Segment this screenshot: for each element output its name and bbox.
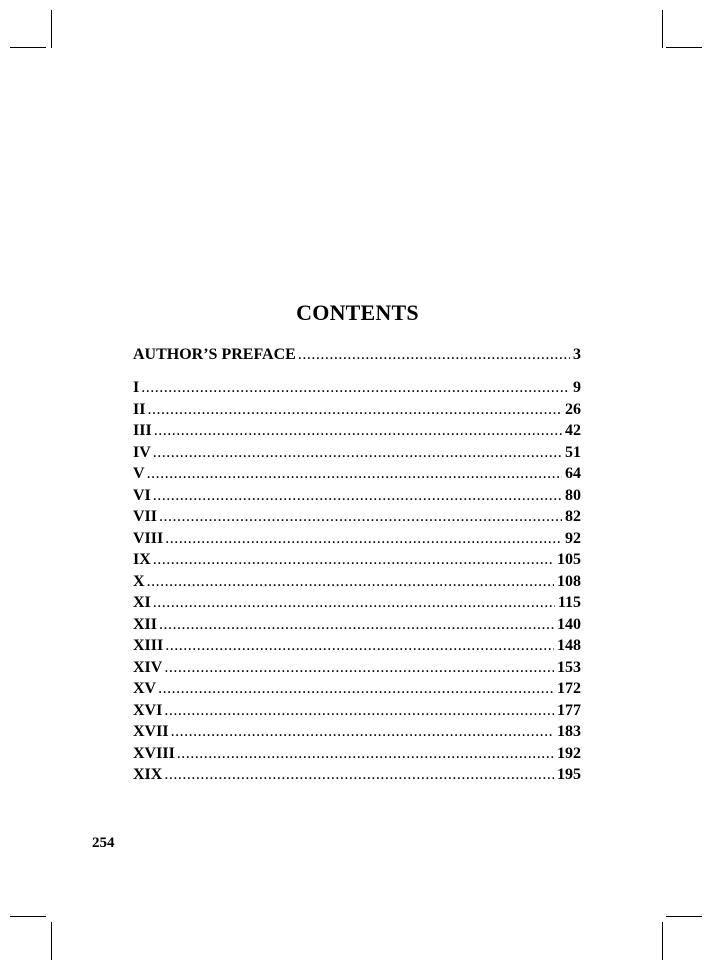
toc-entry-label: II [133, 400, 146, 418]
toc-entry-label: V [133, 465, 145, 482]
toc-entry-page: 51 [565, 443, 581, 461]
toc-entry-page: 192 [557, 744, 581, 762]
toc-entry-chapter [133, 700, 581, 722]
dot-leader [164, 700, 554, 722]
page-number: 254 [92, 835, 115, 851]
dot-leader [141, 377, 570, 399]
toc-entry-label: VI [133, 486, 151, 504]
toc-entry-chapter [133, 635, 581, 657]
toc-entry-page: 148 [557, 637, 581, 654]
dot-leader [153, 442, 562, 464]
toc-entry-page: 3 [573, 346, 581, 363]
dot-leader [147, 571, 554, 593]
dot-leader [153, 485, 562, 507]
toc-entry-chapter [133, 614, 581, 636]
toc-entry-page: 82 [565, 508, 581, 525]
dot-leader [153, 592, 555, 614]
crop-mark-bottom-right-v [662, 922, 663, 960]
toc-entry-page: 80 [565, 486, 581, 504]
toc-entry-label: VII [133, 508, 158, 525]
toc-entry-label: XVI [133, 701, 163, 719]
toc-entry-chapter [133, 506, 581, 528]
toc-entry-label: X [133, 572, 145, 590]
toc-entry-chapter [133, 549, 581, 571]
toc-entry-label: XIX [133, 766, 163, 783]
toc-entry-page: 195 [557, 766, 581, 783]
toc-entry-label: IV [133, 443, 151, 461]
dot-leader [158, 678, 554, 700]
dot-leader [147, 463, 562, 485]
toc-entry-chapter [133, 463, 581, 485]
toc-entry-chapter [133, 764, 581, 786]
toc-entry-page: 105 [557, 551, 581, 568]
toc-entry-page: 108 [557, 572, 581, 590]
toc-entry-label: XVII [133, 723, 169, 740]
dot-leader [164, 764, 554, 786]
toc-entry-page: 153 [557, 658, 581, 676]
dot-leader [159, 506, 562, 528]
toc-entry-page: 9 [573, 379, 581, 396]
dot-leader [165, 635, 554, 657]
crop-mark-bottom-left-v [51, 922, 52, 960]
toc-entry-chapter [133, 420, 581, 442]
toc-entry-label: XIII [133, 637, 164, 654]
dot-leader [164, 657, 554, 679]
toc-entry-chapter [133, 657, 581, 679]
toc-entry-chapter [133, 721, 581, 743]
toc-entry-chapter [133, 592, 581, 614]
toc-entry-chapter [133, 571, 581, 593]
dot-leader [165, 528, 562, 550]
dot-leader [177, 743, 554, 765]
toc-entry-page: 177 [557, 701, 581, 719]
toc-entry-chapter [133, 743, 581, 765]
toc-entry-label: XI [133, 594, 151, 611]
toc-entry-chapter [133, 399, 581, 421]
toc-entry-page: 26 [565, 400, 581, 418]
toc-entry-chapter [133, 485, 581, 507]
toc-entry-chapter [133, 442, 581, 464]
toc-entry-label: XII [133, 615, 158, 633]
crop-mark-top-left-h [10, 47, 46, 48]
dot-leader [147, 399, 562, 421]
toc-entry-page: 183 [557, 723, 581, 740]
toc-entry-page: 64 [565, 465, 581, 482]
crop-mark-bottom-left-h [10, 916, 46, 917]
toc-entry-label: III [133, 422, 152, 439]
toc-entry-label: XV [133, 680, 157, 697]
toc-chapter-list [133, 377, 581, 786]
crop-mark-top-left-v [51, 10, 52, 48]
dot-leader [159, 614, 554, 636]
toc-entry-label: XIV [133, 658, 163, 676]
toc-entry-chapter [133, 377, 581, 399]
dot-leader [171, 721, 554, 743]
toc-entry-preface [133, 344, 581, 366]
crop-mark-bottom-right-h [666, 916, 702, 917]
toc-entry-page: 172 [557, 680, 581, 697]
crop-mark-top-right-v [662, 10, 663, 48]
toc-entry-chapter [133, 528, 581, 550]
dot-leader [154, 420, 562, 442]
contents-title: CONTENTS [296, 300, 419, 325]
dot-leader [153, 549, 554, 571]
toc-entry-label: AUTHOR’S PREFACE [133, 346, 296, 363]
toc-entry-label: XVIII [133, 744, 175, 762]
toc-entry-label: VIII [133, 529, 164, 547]
crop-mark-top-right-h [666, 47, 702, 48]
toc-entry-page: 92 [565, 529, 581, 547]
toc-entry-page: 140 [557, 615, 581, 633]
toc-entry-label: IX [133, 551, 151, 568]
toc-entry-page: 42 [565, 422, 581, 439]
dot-leader [298, 344, 570, 366]
toc-entry-label: I [133, 379, 140, 396]
toc-preface-list [133, 344, 581, 366]
toc-entry-page: 115 [557, 594, 581, 611]
toc-entry-chapter [133, 678, 581, 700]
